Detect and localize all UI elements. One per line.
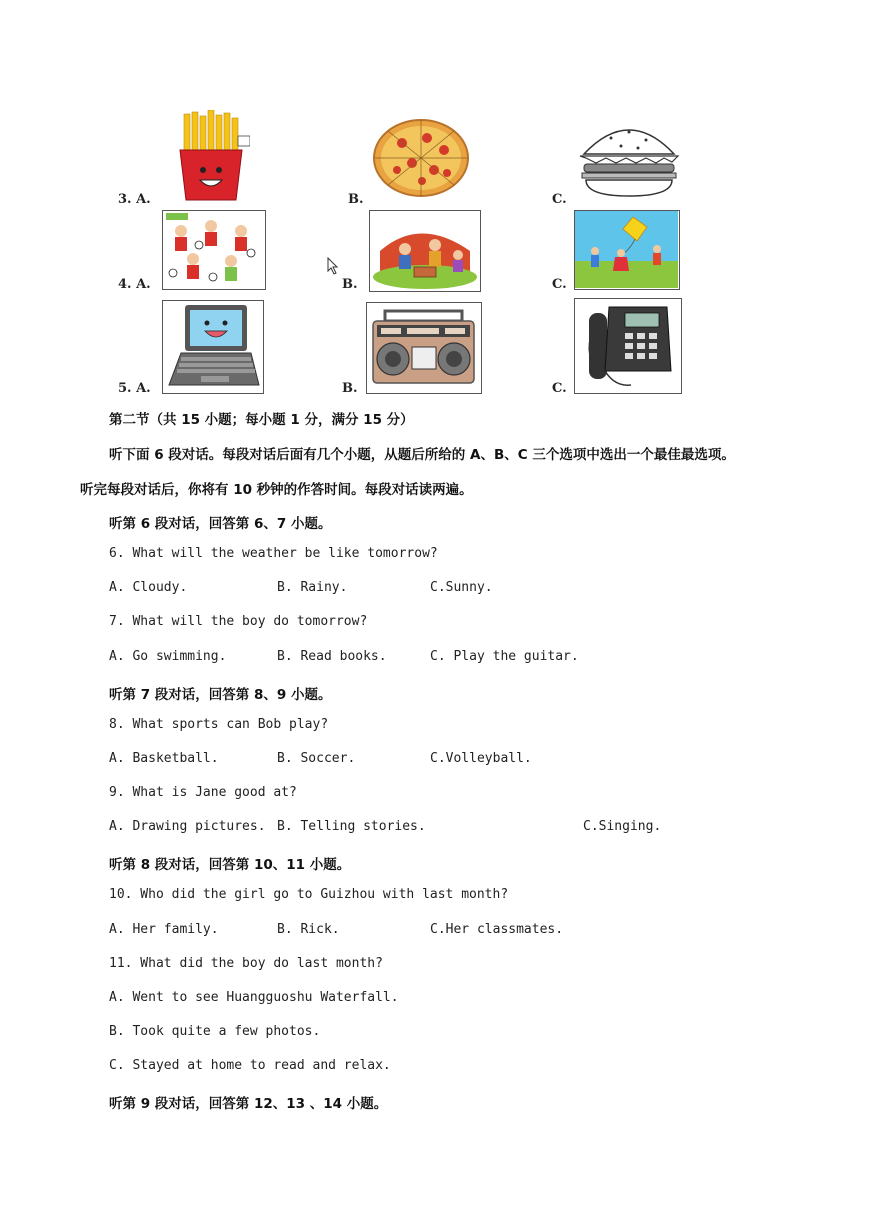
question-8-option-c[interactable]: C.Volleyball. (430, 751, 532, 766)
question-11-option-c[interactable]: C. Stayed at home to read and relax. (109, 1058, 391, 1073)
q5-option-c-telephone-image[interactable] (574, 298, 682, 394)
question-7-option-a[interactable]: A. Go swimming. (109, 649, 227, 664)
question-10-option-b[interactable]: B. Rick. (277, 922, 340, 937)
question-9-option-b[interactable]: B. Telling stories. (277, 819, 426, 834)
question-8-option-b[interactable]: B. Soccer. (277, 751, 356, 766)
q5-option-a-laptop-image[interactable] (162, 300, 264, 394)
question-7-option-c[interactable]: C. Play the guitar. (430, 649, 579, 664)
q4-label-b: B. (342, 277, 358, 292)
instruction-line-1: 听下面 6 段对话。每段对话后面有几个小题，从题后所给的 A、B、C 三个选项中选出一个最佳最选项。 (109, 447, 735, 463)
q5-label-c: C. (552, 381, 567, 396)
question-11-option-b[interactable]: B. Took quite a few photos. (109, 1024, 321, 1039)
group-heading-8: 听第 8 段对话，回答第 10、11 小题。 (109, 857, 351, 873)
q4-option-b-picnic-image[interactable] (369, 210, 481, 292)
question-6-option-c[interactable]: C.Sunny. (430, 580, 493, 595)
question-11-stem: 11. What did the boy do last month? (109, 956, 383, 971)
q3-option-a-fries-image[interactable] (172, 110, 250, 202)
question-10-stem: 10. Who did the girl go to Guizhou with last month? (109, 887, 509, 902)
instruction-line-2: 听完每段对话后，你将有 10 秒钟的作答时间。每段对话读两遍。 (80, 482, 473, 498)
question-10-option-a[interactable]: A. Her family. (109, 922, 219, 937)
question-9-option-a[interactable]: A. Drawing pictures. (109, 819, 266, 834)
question-10-option-c[interactable]: C.Her classmates. (430, 922, 564, 937)
question-8-stem: 8. What sports can Bob play? (109, 717, 329, 732)
q3-option-c-hamburger-image[interactable] (576, 118, 682, 198)
q5-label-b: B. (342, 381, 358, 396)
group-heading-7: 听第 7 段对话，回答第 8、9 小题。 (109, 687, 332, 703)
q5-option-b-radio-image[interactable] (366, 302, 482, 394)
group-heading-6: 听第 6 段对话，回答第 6、7 小题。 (109, 516, 332, 532)
question-11-option-a[interactable]: A. Went to see Huangguoshu Waterfall. (109, 990, 399, 1005)
group-heading-9: 听第 9 段对话，回答第 12、13 、14 小题。 (109, 1096, 388, 1112)
question-8-option-a[interactable]: A. Basketball. (109, 751, 219, 766)
q4-option-a-soccer-image[interactable] (162, 210, 266, 290)
question-6-stem: 6. What will the weather be like tomorrow? (109, 546, 438, 561)
q3-label-c: C. (552, 192, 567, 207)
question-7-stem: 7. What will the boy do tomorrow? (109, 614, 368, 629)
q4-label-c: C. (552, 277, 567, 292)
mouse-cursor-icon (327, 257, 339, 275)
q3-option-b-pizza-image[interactable] (372, 118, 470, 198)
q5-label-a: 5. A. (118, 381, 151, 396)
question-9-option-c[interactable]: C.Singing. (583, 819, 662, 834)
q3-label-a: 3. A. (118, 192, 151, 207)
question-7-option-b[interactable]: B. Read books. (277, 649, 387, 664)
q4-label-a: 4. A. (118, 277, 151, 292)
q4-option-c-kite-image[interactable] (574, 210, 680, 290)
q3-label-b: B. (348, 192, 364, 207)
question-6-option-a[interactable]: A. Cloudy. (109, 580, 188, 595)
question-9-stem: 9. What is Jane good at? (109, 785, 297, 800)
question-6-option-b[interactable]: B. Rainy. (277, 580, 348, 595)
section-title: 第二节（共 15 小题；每小题 1 分，满分 15 分） (109, 412, 414, 428)
